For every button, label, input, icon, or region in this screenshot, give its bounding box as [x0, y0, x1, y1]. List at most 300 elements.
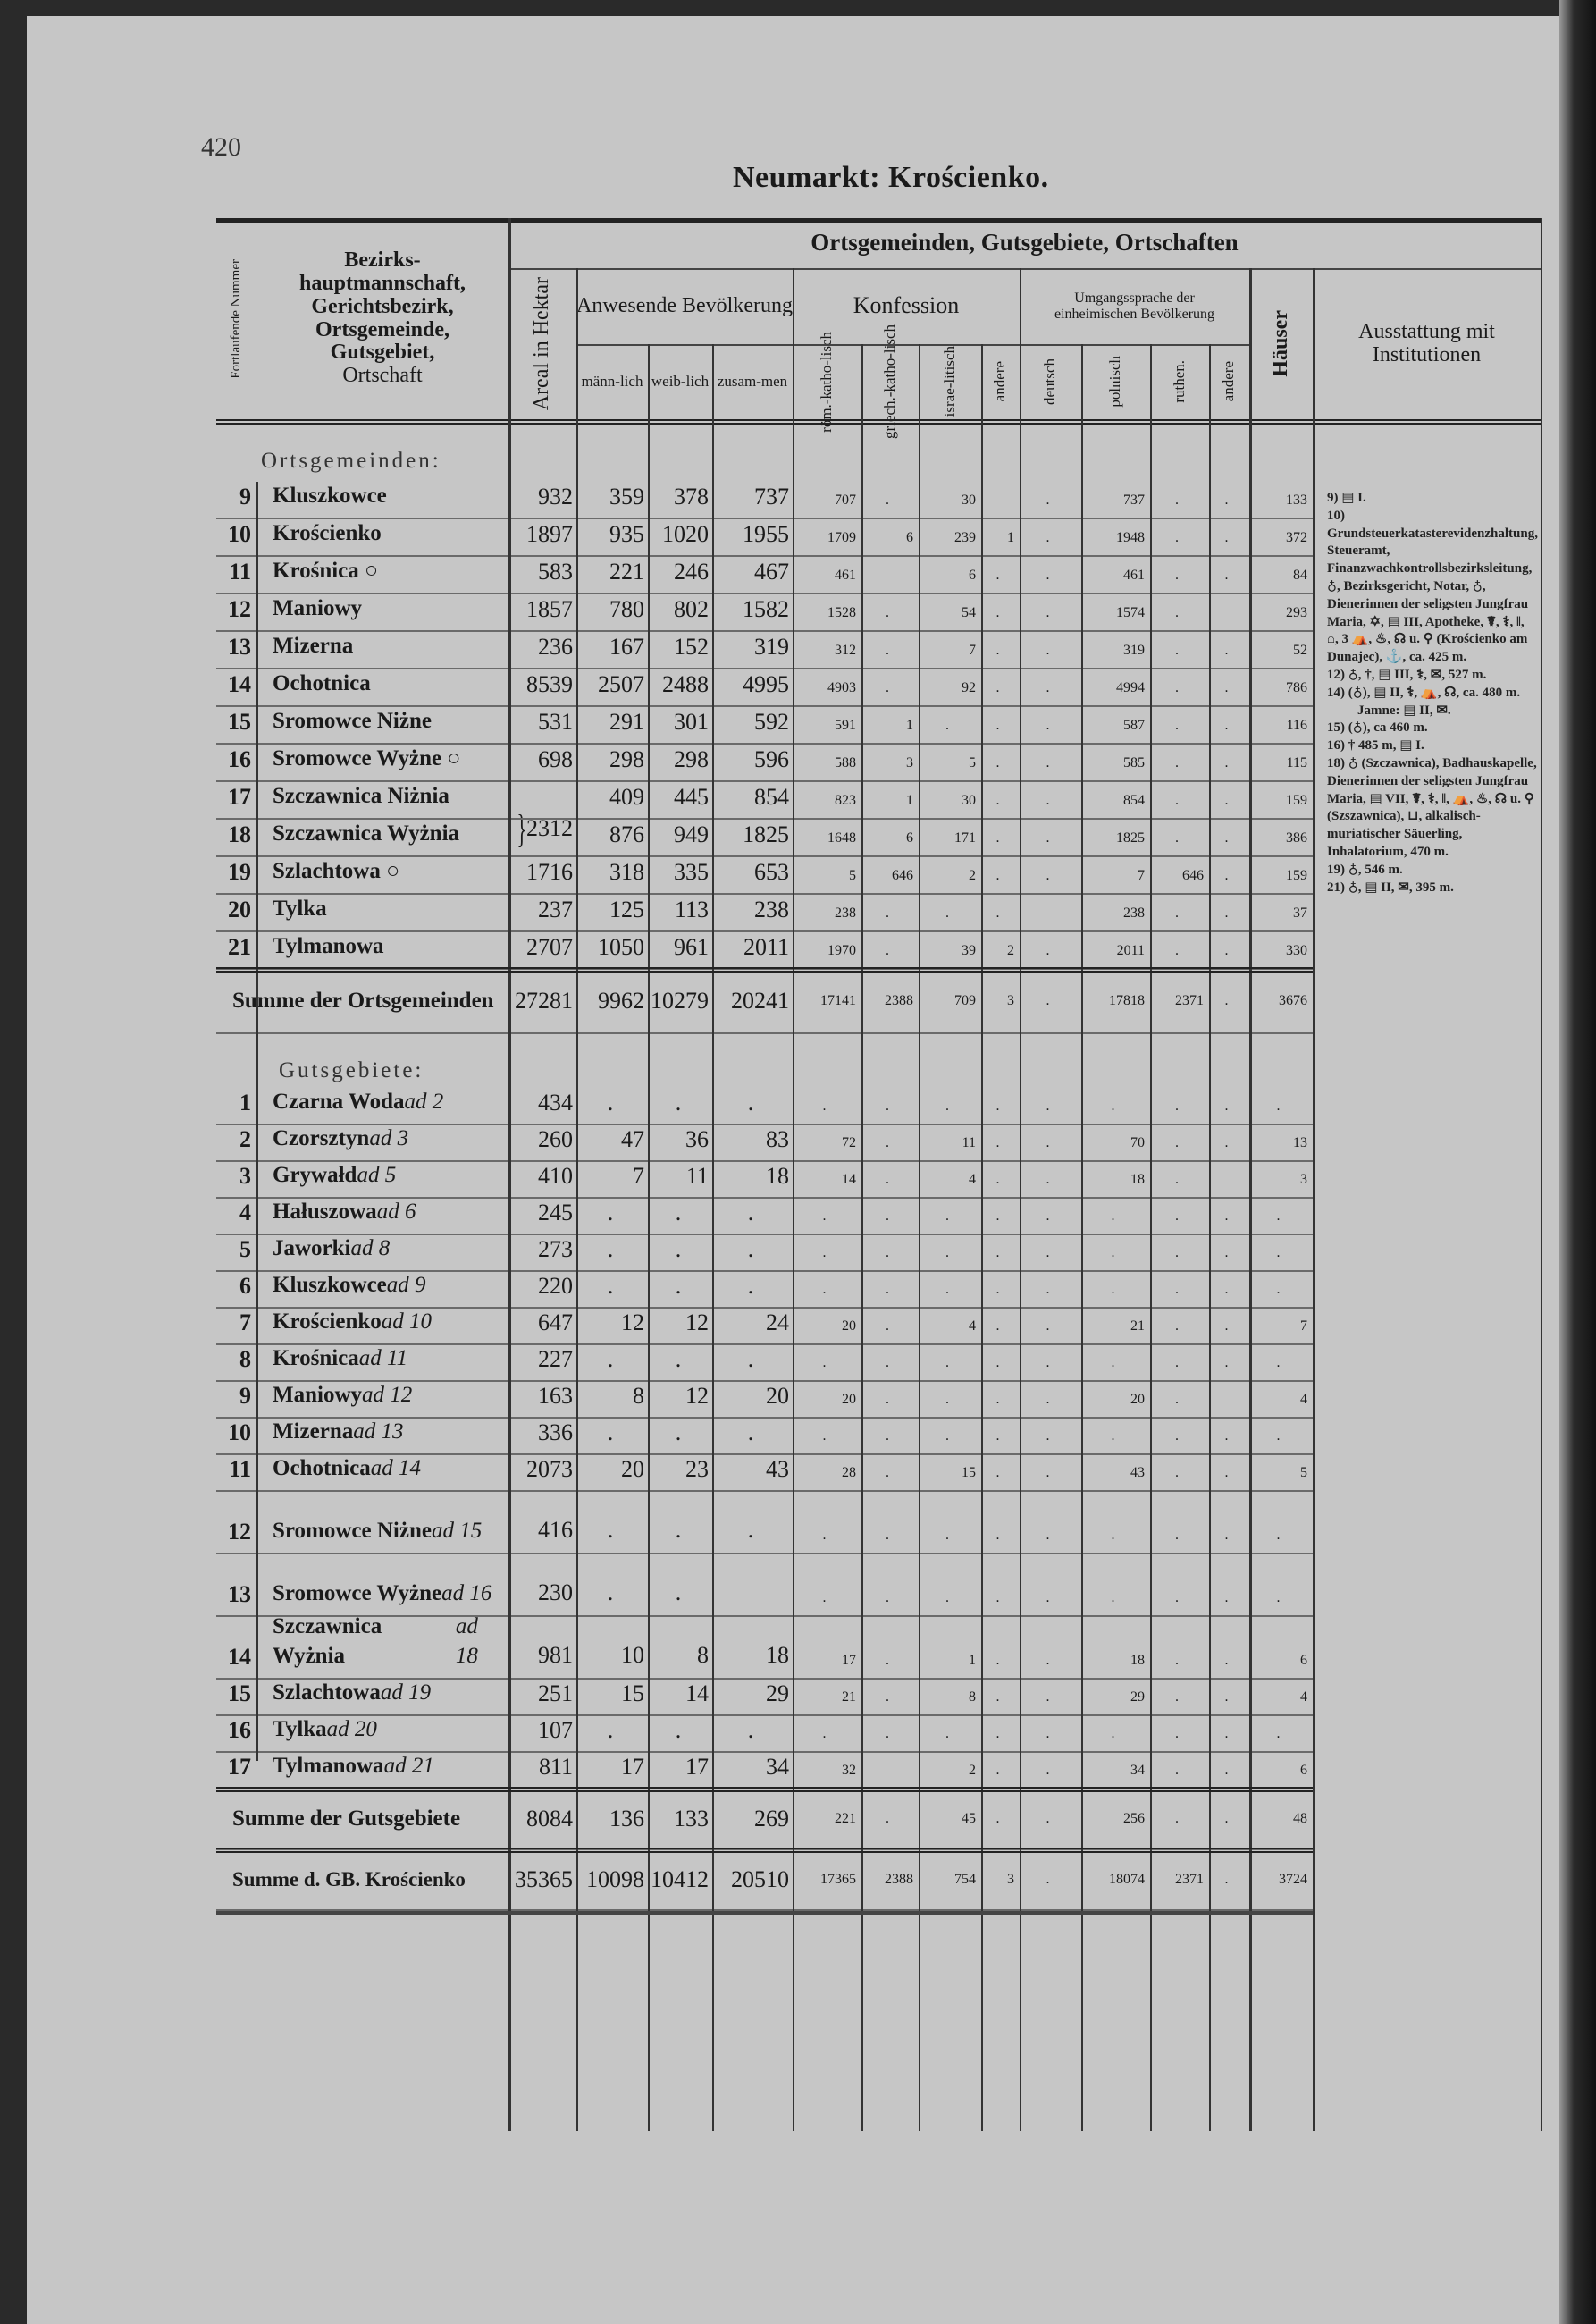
cell-areal: 260: [538, 1126, 573, 1152]
header-haeuser: [1249, 268, 1313, 419]
cell-deutsch: .: [1046, 793, 1050, 808]
cell-areal: 1857: [526, 596, 573, 622]
cell-haeuser: .: [1276, 1208, 1281, 1224]
cell-ruthenisch: 2371: [1175, 993, 1204, 1008]
place-name: [256, 707, 508, 743]
row-number: 15: [228, 1680, 251, 1706]
cell-ruthenisch: .: [1175, 1282, 1179, 1297]
place-name: [256, 1199, 508, 1234]
header-roem-label: röm.-katho-lisch: [818, 331, 836, 433]
cell-zusammen: 83: [766, 1126, 789, 1152]
place-name-text: Maniowy: [273, 595, 362, 620]
cell-polnisch: 18: [1130, 1172, 1145, 1187]
cell-weiblich: 298: [674, 746, 709, 772]
cell-ruthenisch: .: [1175, 1726, 1179, 1741]
table-row: [216, 632, 1313, 669]
cell-andere-sprache: .: [1224, 1653, 1229, 1668]
place-name-text: Ochotnica: [273, 670, 371, 695]
cell-israelitisch: 6: [969, 568, 976, 583]
place-name-text: Grywałd: [273, 1162, 357, 1187]
cell-roem-kath: 5: [849, 868, 856, 883]
cell-haeuser: 7: [1300, 1318, 1307, 1334]
cell-israelitisch: .: [945, 1428, 949, 1444]
cross-reference: ad 5: [357, 1162, 397, 1187]
cell-roem-kath: 461: [835, 568, 856, 583]
place-name-text: Sromowce Niżne: [273, 708, 432, 733]
cell-andere-konfession: 3: [1007, 993, 1014, 1008]
cell-deutsch: .: [1046, 830, 1050, 846]
cell-deutsch: .: [1046, 1282, 1050, 1297]
row-number: 2: [239, 1126, 251, 1152]
cell-maennlich: 12: [621, 1309, 644, 1335]
cell-maennlich: 125: [609, 897, 644, 922]
place-name-text: Jaworki: [273, 1235, 351, 1260]
cell-deutsch: .: [1046, 493, 1050, 508]
cell-weiblich: 301: [674, 709, 709, 735]
row-number: 6: [239, 1273, 251, 1299]
cell-andere-sprache: .: [1224, 568, 1229, 583]
cell-andere-konfession: 3: [1007, 1872, 1014, 1887]
cell-andere-sprache: .: [1224, 1135, 1229, 1150]
cell-polnisch: 18074: [1109, 1872, 1145, 1887]
cell-andere-sprache: .: [1224, 718, 1229, 733]
cell-griech-kath: .: [886, 680, 889, 695]
cell-areal: 932: [538, 484, 573, 509]
row-number: 10: [228, 521, 251, 547]
row-number: 12: [228, 596, 251, 622]
cell-ruthenisch: .: [1175, 1653, 1179, 1668]
place-name: [256, 1162, 508, 1197]
header-areal-label: Areal in Hektar: [530, 276, 554, 411]
cell-haeuser: 52: [1293, 643, 1307, 658]
cell-ruthenisch: .: [1175, 1208, 1179, 1224]
institution-note: 18) ♁ (Szczawnica), Badhauskapelle, Dienerinnen der seligsten Jungfrau Maria, ▤ VII, ☤, ⚕, ‖, ⛺, ♨, ☊ u. ⚲ (Szszawnica), ⊔, alkalisch-muriatischer Säuerling, Inhalatorium, 470 m.: [1327, 755, 1537, 859]
cell-areal: 237: [538, 897, 573, 922]
cell-andere-konfession: .: [995, 1099, 1000, 1114]
cell-maennlich: 409: [609, 784, 644, 810]
cell-zusammen: 18: [766, 1642, 789, 1668]
cell-weiblich: .: [675, 1419, 682, 1445]
cell-areal: 230: [538, 1579, 573, 1605]
header-zusammen: zusam-men: [717, 372, 788, 390]
table-row: [216, 895, 1313, 932]
cell-ruthenisch: .: [1175, 718, 1179, 733]
header-polnisch: [1081, 344, 1150, 419]
cell-maennlich: .: [607, 1273, 614, 1299]
table-row: [216, 1614, 1313, 1680]
cell-griech-kath: .: [886, 1208, 889, 1224]
cross-reference: ad 6: [376, 1199, 416, 1224]
institution-note: Jamne: ▤ II, ✉.: [1357, 703, 1451, 718]
cell-weiblich: 12: [685, 1383, 709, 1409]
cell-weiblich: 11: [685, 1163, 709, 1189]
cell-andere-sprache: .: [1224, 793, 1229, 808]
cell-andere-sprache: .: [1224, 1689, 1229, 1705]
cell-maennlich: 47: [621, 1126, 644, 1152]
cell-andere-konfession: .: [995, 1355, 1000, 1370]
cell-areal: 227: [538, 1346, 573, 1372]
header-haeuser-label: Häuser: [1268, 310, 1292, 377]
row-number: 16: [228, 746, 251, 772]
cell-haeuser: 293: [1286, 605, 1307, 620]
cell-weiblich: 12: [685, 1309, 709, 1335]
header-super: Ortsgemeinden, Gutsgebiete, Ortschaften: [811, 229, 1239, 257]
cell-haeuser: 159: [1286, 868, 1307, 883]
row-number: 5: [239, 1236, 251, 1262]
cell-haeuser: 116: [1286, 718, 1307, 733]
place-name: [256, 1345, 508, 1380]
row-number: 19: [228, 859, 251, 885]
header-andere-konf: [981, 344, 1020, 419]
cell-haeuser: 3676: [1279, 993, 1307, 1008]
institution-note: 19) ♁, 546 m.: [1327, 862, 1403, 877]
column-rule: [508, 218, 511, 2131]
cell-israelitisch: 11: [962, 1135, 976, 1150]
cell-roem-kath: 591: [835, 718, 856, 733]
cell-griech-kath: .: [886, 1172, 889, 1187]
cell-griech-kath: .: [886, 1099, 889, 1114]
column-rule: [256, 482, 258, 1761]
table-row: [216, 482, 1313, 519]
table-row: [216, 707, 1313, 745]
cell-israelitisch: .: [945, 1726, 949, 1741]
table-row: [216, 519, 1313, 557]
row-number: 13: [228, 1581, 251, 1607]
rule: [216, 1848, 1313, 1853]
cell-andere-sprache: .: [1224, 1872, 1229, 1887]
cell-maennlich: .: [607, 1236, 614, 1262]
cross-reference: ad 11: [358, 1345, 408, 1370]
cell-israelitisch: .: [945, 718, 949, 733]
place-name: [256, 1309, 508, 1343]
header-konfession: Konfession: [853, 292, 960, 319]
cell-deutsch: .: [1046, 1392, 1050, 1407]
cell-weiblich: 378: [674, 484, 709, 509]
cell-andere-sprache: .: [1224, 1282, 1229, 1297]
cell-maennlich: 10098: [586, 1866, 644, 1892]
cell-zusammen: 596: [754, 746, 789, 772]
row-number: 18: [228, 821, 251, 847]
cell-israelitisch: .: [945, 1245, 949, 1260]
cell-griech-kath: 6: [906, 530, 913, 545]
cell-griech-kath: .: [886, 1282, 889, 1297]
cell-andere-konfession: .: [995, 830, 1000, 846]
place-name: [256, 1419, 508, 1453]
cell-weiblich: 10279: [651, 988, 709, 1014]
cell-ruthenisch: .: [1175, 1318, 1179, 1334]
cell-maennlich: .: [607, 1090, 614, 1116]
cell-polnisch: 70: [1130, 1135, 1145, 1150]
cell-weiblich: 23: [685, 1456, 709, 1482]
cell-polnisch: 7: [1138, 868, 1145, 883]
place-name: [256, 1089, 508, 1124]
page-number: 420: [201, 132, 241, 162]
table-row: [216, 1716, 1313, 1753]
cell-haeuser: .: [1276, 1726, 1281, 1741]
cell-weiblich: .: [675, 1579, 682, 1605]
cross-reference: ad 19: [380, 1680, 432, 1705]
institution-note: 15) (♁), ca 460 m.: [1327, 720, 1428, 736]
cell-roem-kath: .: [822, 1590, 827, 1605]
cell-polnisch: 737: [1123, 493, 1145, 508]
cell-ruthenisch: .: [1175, 755, 1179, 770]
column-rule: [1081, 344, 1083, 2131]
cell-ruthenisch: .: [1175, 1135, 1179, 1150]
cell-maennlich: 8: [633, 1383, 644, 1409]
column-rule: [1150, 344, 1152, 2131]
cell-deutsch: .: [1046, 1811, 1050, 1826]
place-name-text: Sromowce Wyżne ○: [273, 745, 461, 770]
cell-deutsch: .: [1046, 943, 1050, 958]
cell-roem-kath: 823: [835, 793, 856, 808]
cell-maennlich: 167: [609, 634, 644, 660]
cell-israelitisch: 2: [969, 868, 976, 883]
sum-label: Summe der Gutsgebiete: [232, 1806, 461, 1831]
rule: [216, 419, 1541, 425]
place-name: [256, 1455, 508, 1490]
cell-griech-kath: .: [886, 1135, 889, 1150]
cell-griech-kath: .: [886, 1465, 889, 1480]
cell-andere-sprache: .: [1224, 868, 1229, 883]
cell-haeuser: .: [1276, 1590, 1281, 1605]
cell-polnisch: .: [1111, 1726, 1115, 1741]
column-rule: [1313, 268, 1315, 2131]
header-areal: [508, 268, 576, 419]
cell-griech-kath: 6: [906, 830, 913, 846]
cell-zusammen: .: [747, 1090, 754, 1116]
table-row: [216, 1554, 1313, 1617]
cell-andere-konfession: .: [995, 1208, 1000, 1224]
page-title: Neumarkt: Krościenko.: [733, 161, 1049, 194]
cell-griech-kath: .: [886, 1392, 889, 1407]
cell-areal: 531: [538, 709, 573, 735]
cell-haeuser: 133: [1286, 493, 1307, 508]
cell-maennlich: .: [607, 1579, 614, 1605]
cell-areal: 236: [538, 634, 573, 660]
cell-deutsch: .: [1046, 1689, 1050, 1705]
cell-ruthenisch: .: [1175, 1465, 1179, 1480]
cell-andere-konfession: .: [995, 1811, 1000, 1826]
column-rule: [1209, 344, 1211, 2131]
cross-reference: ad 12: [362, 1382, 413, 1407]
sum-row: [216, 1850, 1313, 1911]
cell-polnisch: 1948: [1116, 530, 1145, 545]
cell-ruthenisch: .: [1175, 1355, 1179, 1370]
cell-andere-konfession: .: [995, 793, 1000, 808]
cell-polnisch: 1574: [1116, 605, 1145, 620]
cell-polnisch: 256: [1123, 1811, 1145, 1826]
sum-label: Summe der Ortsgemeinden: [232, 988, 494, 1013]
row-number: 12: [228, 1519, 251, 1545]
table-row: [216, 1089, 1313, 1125]
column-rule: [981, 344, 983, 2131]
cell-israelitisch: 171: [954, 830, 976, 846]
cell-ruthenisch: .: [1175, 1811, 1179, 1826]
cell-roem-kath: 588: [835, 755, 856, 770]
cell-zusammen: 20510: [731, 1866, 789, 1892]
cell-andere-konfession: .: [995, 643, 1000, 658]
cell-griech-kath: .: [886, 1428, 889, 1444]
cell-zusammen: 1955: [743, 521, 789, 547]
cell-roem-kath: .: [822, 1208, 827, 1224]
table-row: [216, 1125, 1313, 1162]
row-number: 10: [228, 1419, 251, 1445]
place-name: [256, 857, 508, 893]
place-name: [256, 632, 508, 668]
institution-note: 9) ▤ I.: [1327, 491, 1366, 505]
cell-haeuser: 4: [1300, 1689, 1307, 1705]
cell-zusammen: 29: [766, 1680, 789, 1706]
cell-roem-kath: 4903: [827, 680, 856, 695]
cell-zusammen: 43: [766, 1456, 789, 1482]
cell-zusammen: 34: [766, 1754, 789, 1780]
header-nr: [216, 218, 256, 419]
cell-weiblich: .: [675, 1090, 682, 1116]
cross-reference: ad 2: [404, 1089, 444, 1114]
cell-deutsch: [1020, 895, 1081, 930]
cell-areal: 583: [538, 559, 573, 585]
cell-israelitisch: .: [945, 905, 949, 921]
table-row: [216, 1199, 1313, 1235]
table-row: [216, 1162, 1313, 1199]
cell-weiblich: 14: [685, 1680, 709, 1706]
table-row: [216, 557, 1313, 594]
row-number: 7: [239, 1309, 251, 1335]
cross-reference: ad 8: [350, 1235, 391, 1260]
cell-andere-sprache: .: [1224, 643, 1229, 658]
header-deutsch-label: deutsch: [1041, 358, 1059, 405]
cell-andere-sprache: .: [1224, 1245, 1229, 1260]
cell-griech-kath: .: [886, 905, 889, 921]
cell-israelitisch: 54: [962, 605, 976, 620]
cell-zusammen: .: [747, 1717, 754, 1743]
cell-weiblich: 17: [685, 1754, 709, 1780]
institution-note: 10) Grundsteuerkatasterevidenzhaltung, Steueramt, Finanzwachkontrollsbezirksleitung, ♁, Bezirksgericht, Notar, ♁, Dienerinnen der seligsten Jungfrau Maria, ✡, ▤ III, Apotheke, ☤, ⚕, ‖, ⌂, 3 ⛺, ♨, ☊ u. ⚲ (Krościenko am Dunajec), ⚓, ca. 425 m.: [1327, 508, 1538, 665]
cell-andere-konfession: [981, 482, 1020, 518]
cell-areal: 220: [538, 1273, 573, 1299]
place-name-text: Szlachtowa ○: [273, 858, 400, 883]
cell-weiblich: 1020: [662, 521, 709, 547]
cell-roem-kath: 17365: [820, 1872, 856, 1887]
place-name: [256, 932, 508, 968]
cell-areal: [508, 782, 576, 818]
cell-deutsch: .: [1046, 755, 1050, 770]
cell-andere-sprache: [1209, 1162, 1249, 1197]
cell-roem-kath: 707: [835, 493, 856, 508]
cell-areal: 35365: [515, 1866, 573, 1892]
cell-griech-kath: [861, 557, 919, 593]
place-name-text: Krośnica: [273, 1345, 359, 1370]
cell-haeuser: 159: [1286, 793, 1307, 808]
table-row: [216, 745, 1313, 782]
cell-maennlich: 298: [609, 746, 644, 772]
cell-ruthenisch: .: [1175, 530, 1179, 545]
cell-weiblich: .: [675, 1200, 682, 1225]
cell-weiblich: 133: [674, 1806, 709, 1831]
cell-haeuser: 13: [1293, 1135, 1307, 1150]
table-row: [216, 820, 1313, 857]
cell-maennlich: .: [607, 1346, 614, 1372]
cell-andere-konfession: .: [995, 1428, 1000, 1444]
cell-roem-kath: 14: [842, 1172, 856, 1187]
cell-israelitisch: 45: [962, 1811, 976, 1826]
table-row: [216, 669, 1313, 707]
cell-maennlich: 221: [609, 559, 644, 585]
cell-zusammen: 238: [754, 897, 789, 922]
cell-griech-kath: 1: [906, 718, 913, 733]
cell-weiblich: 961: [674, 934, 709, 960]
cross-reference: ad 14: [370, 1455, 421, 1480]
cell-roem-kath: .: [822, 1528, 827, 1543]
cell-haeuser: 3: [1300, 1172, 1307, 1187]
cell-andere-sprache: .: [1224, 1318, 1229, 1334]
cell-deutsch: .: [1046, 1245, 1050, 1260]
cell-roem-kath: 238: [835, 905, 856, 921]
cell-andere-konfession: .: [995, 1282, 1000, 1297]
cell-haeuser: 330: [1286, 943, 1307, 958]
header-ausstattung: Ausstattung mit Institutionen: [1358, 319, 1495, 366]
table-row: [216, 782, 1313, 820]
rule: [216, 967, 1313, 973]
place-name: [256, 1235, 508, 1270]
table-row: [216, 1455, 1313, 1492]
cell-areal: 1897: [526, 521, 573, 547]
cell-areal: 8539: [526, 671, 573, 697]
cell-haeuser: .: [1276, 1528, 1281, 1543]
cell-deutsch: .: [1046, 1726, 1050, 1741]
header-nr-label: Fortlaufende Nummer: [229, 258, 244, 379]
cell-andere-sprache: .: [1224, 493, 1229, 508]
cell-haeuser: 372: [1286, 530, 1307, 545]
cell-andere-konfession: .: [995, 1653, 1000, 1668]
cell-griech-kath: 646: [892, 868, 913, 883]
header-name: [256, 218, 508, 419]
cell-griech-kath: .: [886, 1726, 889, 1741]
cell-griech-kath: 1: [906, 793, 913, 808]
cell-ruthenisch: 2371: [1175, 1872, 1204, 1887]
cell-haeuser: .: [1276, 1099, 1281, 1114]
place-name-text: Maniowy: [273, 1382, 362, 1407]
cell-roem-kath: .: [822, 1245, 827, 1260]
cell-griech-kath: .: [886, 1653, 889, 1668]
row-number: 1: [239, 1090, 251, 1116]
cell-griech-kath: .: [886, 493, 889, 508]
place-name: [256, 519, 508, 555]
cell-andere-konfession: .: [995, 1135, 1000, 1150]
header-name-line: Gerichtsbezirk,: [311, 294, 454, 318]
cell-israelitisch: 754: [954, 1872, 976, 1887]
cross-reference: ad 21: [383, 1753, 434, 1778]
cell-polnisch: 461: [1123, 568, 1145, 583]
place-name-text: Mizerna: [273, 633, 354, 658]
cell-andere-sprache: .: [1224, 1590, 1229, 1605]
cell-polnisch: .: [1111, 1428, 1115, 1444]
cell-zusammen: 24: [766, 1309, 789, 1335]
shared-areal-value: 2312: [526, 815, 573, 841]
cell-polnisch: .: [1111, 1208, 1115, 1224]
cell-israelitisch: .: [945, 1590, 949, 1605]
place-name: [256, 1554, 508, 1615]
cross-reference: ad 3: [369, 1125, 409, 1150]
cell-deutsch: .: [1046, 680, 1050, 695]
cell-weiblich: 10412: [651, 1866, 709, 1892]
cell-ruthenisch: .: [1175, 943, 1179, 958]
row-number: 16: [228, 1717, 251, 1743]
cell-haeuser: 6: [1300, 1763, 1307, 1778]
cell-deutsch: .: [1046, 1590, 1050, 1605]
cell-areal: 273: [538, 1236, 573, 1262]
cross-reference: ad 9: [386, 1272, 426, 1297]
